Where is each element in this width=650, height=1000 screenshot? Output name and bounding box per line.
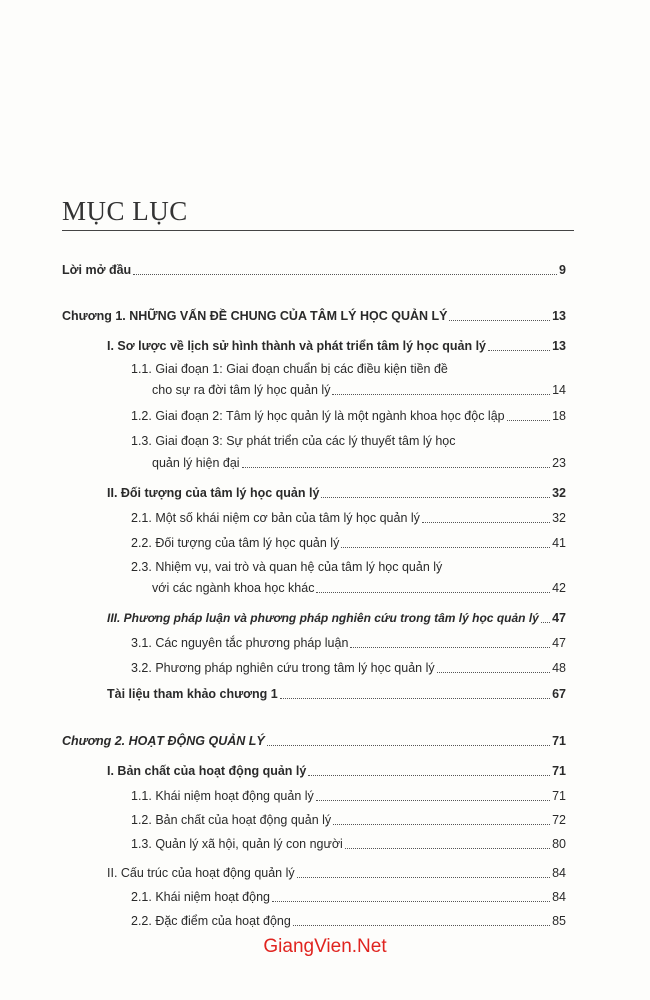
toc-entry-ch1-2-3[interactable] (152, 580, 566, 596)
toc-page-number: 71 (552, 764, 566, 778)
toc-page-number: 18 (552, 409, 566, 423)
toc-label: I. Bản chất của hoạt động quản lý (107, 764, 307, 778)
toc-page-number: 84 (552, 890, 566, 904)
toc-label: với các ngành khoa học khác (152, 581, 315, 595)
toc-page-number: 85 (552, 914, 566, 928)
toc-label: II. Đối tượng của tâm lý học quản lý (107, 486, 320, 500)
toc-page-number: 71 (552, 734, 566, 748)
dot-leader (308, 775, 550, 776)
toc-entry-ch2-1-2[interactable] (131, 812, 566, 828)
page-title: MỤC LỤC (62, 196, 188, 226)
toc-entry-ch1-1-1-line1[interactable]: 1.1. Giai đoạn 1: Giai đoạn chuẩn bị các điều kiện tiền đề (131, 362, 448, 376)
toc-page-number: 71 (552, 789, 566, 803)
toc-page-number: 48 (552, 661, 566, 675)
dot-leader (316, 592, 550, 593)
toc-page-number: 47 (552, 611, 566, 625)
toc-page-number: 9 (559, 263, 566, 277)
toc-label: quản lý hiện đại (152, 456, 240, 470)
toc-entry-ch1-1-1[interactable] (152, 382, 566, 398)
watermark: GiangVien.Net (263, 936, 387, 957)
toc-page-number: 80 (552, 837, 566, 851)
toc-entry-ch2-2-2[interactable] (131, 913, 566, 929)
toc-label: 2.1. Một số khái niệm cơ bản của tâm lý học quản lý (131, 511, 420, 525)
toc-entry-ch1-references[interactable] (107, 686, 566, 702)
dot-leader (332, 394, 550, 395)
dot-leader (293, 925, 550, 926)
dot-leader (350, 647, 550, 648)
dot-leader (133, 274, 557, 275)
toc-entry-chapter-2[interactable] (62, 733, 566, 749)
toc-entry-ch1-1-3-line1[interactable]: 1.3. Giai đoạn 3: Sự phát triển của các lý thuyết tâm lý học (131, 434, 456, 448)
dot-leader (272, 901, 550, 902)
toc-label: 3.1. Các nguyên tắc phương pháp luận (131, 636, 349, 650)
toc-page-number: 47 (552, 636, 566, 650)
toc-page-number: 72 (552, 813, 566, 827)
toc-label: 1.2. Giai đoạn 2: Tâm lý học quản lý là một ngành khoa học độc lập (131, 409, 505, 423)
toc-entry-foreword[interactable] (62, 262, 566, 278)
dot-leader (422, 522, 550, 523)
toc-label: Tài liệu tham khảo chương 1 (107, 687, 278, 701)
toc-page-number: 84 (552, 866, 566, 880)
dot-leader (507, 420, 550, 421)
toc-label: 2.2. Đặc điểm của hoạt động (131, 914, 291, 928)
toc-entry-ch1-3-2[interactable] (131, 660, 566, 676)
toc-entry-ch2-section-II[interactable] (107, 865, 566, 881)
toc-entry-ch1-2-3-line1[interactable]: 2.3. Nhiệm vụ, vai trò và quan hệ của tâm lý học quản lý (131, 560, 443, 574)
toc-entry-ch2-1-3[interactable] (131, 836, 566, 852)
toc-label: 2.2. Đối tượng của tâm lý học quản lý (131, 536, 340, 550)
dot-leader (488, 350, 550, 351)
toc-label: 2.1. Khái niệm hoạt động (131, 890, 270, 904)
toc-entry-ch1-2-1[interactable] (131, 510, 566, 526)
toc-label: II. Cấu trúc của hoạt động quản lý (107, 866, 295, 880)
toc-entry-ch1-3-1[interactable] (131, 635, 566, 651)
toc-entry-ch1-1-3[interactable] (152, 455, 566, 471)
toc-page-number: 23 (552, 456, 566, 470)
toc-entry-ch1-section-I[interactable] (107, 338, 566, 354)
dot-leader (267, 745, 550, 746)
toc-page-number: 67 (552, 687, 566, 701)
dot-leader (242, 467, 551, 468)
toc-entry-ch2-1-1[interactable] (131, 788, 566, 804)
dot-leader (280, 698, 550, 699)
dot-leader (541, 622, 550, 623)
toc-label: 1.3. Quản lý xã hội, quản lý con người (131, 837, 343, 851)
dot-leader (333, 824, 550, 825)
toc-entry-ch1-section-III[interactable] (107, 610, 566, 626)
dot-leader (345, 848, 550, 849)
toc-entry-chapter-1[interactable] (62, 308, 566, 324)
toc-entry-ch1-section-II[interactable] (107, 485, 566, 501)
toc-page-number: 13 (552, 309, 566, 323)
toc-label: 3.2. Phương pháp nghiên cứu trong tâm lý học quản lý (131, 661, 435, 675)
toc-page-number: 32 (552, 511, 566, 525)
toc-entry-ch2-section-I[interactable] (107, 763, 566, 779)
dot-leader (449, 320, 550, 321)
toc-label: Chương 2. HOẠT ĐỘNG QUẢN LÝ (62, 734, 265, 748)
toc-page-number: 41 (552, 536, 566, 550)
toc-label: Lời mở đầu (62, 263, 132, 277)
toc-label: cho sự ra đời tâm lý học quản lý (152, 383, 331, 397)
toc-label: 1.1. Khái niệm hoạt động quản lý (131, 789, 314, 803)
toc-entry-ch1-2-2[interactable] (131, 535, 566, 551)
toc-page-number: 13 (552, 339, 566, 353)
toc-label: I. Sơ lược về lịch sử hình thành và phát triển tâm lý học quản lý (107, 339, 487, 353)
dot-leader (341, 547, 550, 548)
dot-leader (437, 672, 550, 673)
toc-page-number: 42 (552, 581, 566, 595)
toc-entry-ch1-1-2[interactable] (131, 408, 566, 424)
toc-label: 1.2. Bản chất của hoạt động quản lý (131, 813, 332, 827)
toc-entry-ch2-2-1[interactable] (131, 889, 566, 905)
toc-label: Chương 1. NHỮNG VẤN ĐỀ CHUNG CỦA TÂM LÝ HỌC QUẢN LÝ (62, 309, 448, 323)
toc-page-number: 32 (552, 486, 566, 500)
toc-page-number: 14 (552, 383, 566, 397)
dot-leader (321, 497, 550, 498)
dot-leader (316, 800, 550, 801)
toc-label: III. Phương pháp luận và phương pháp nghiên cứu trong tâm lý học quản lý (107, 611, 539, 625)
dot-leader (297, 877, 550, 878)
